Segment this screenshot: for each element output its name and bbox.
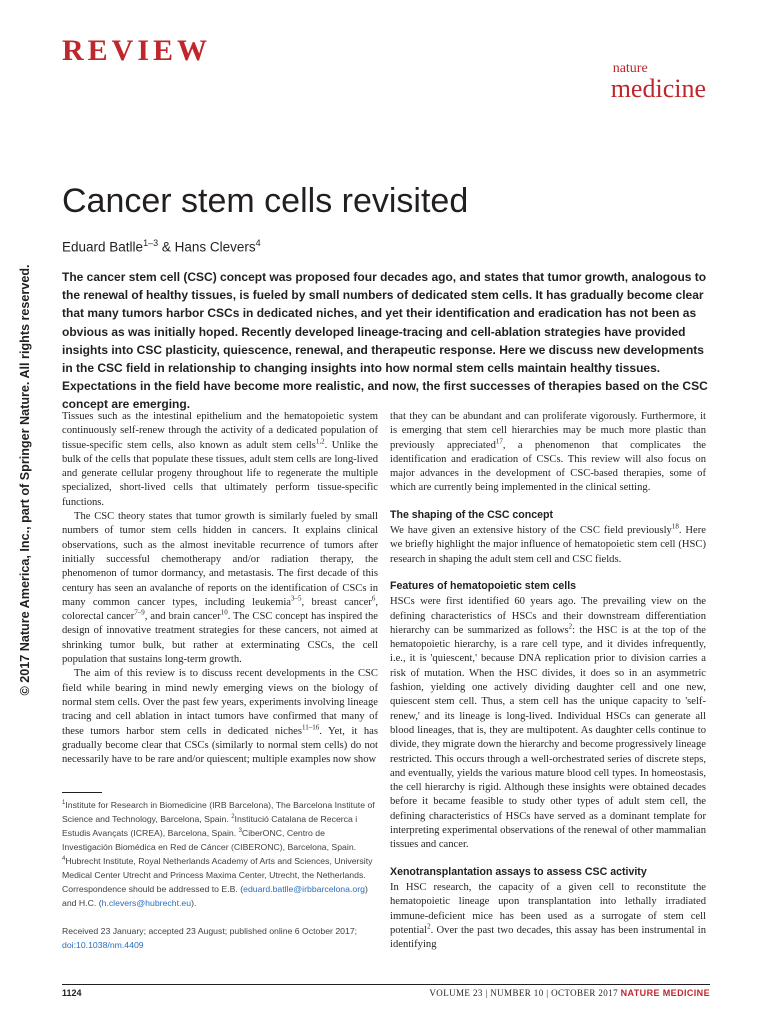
affiliations xyxy=(62,798,378,910)
section-heading: Features of hematopoietic stem cells xyxy=(390,579,577,592)
section-heading: The shaping of the CSC concept xyxy=(390,508,554,521)
author-2-affiliation: 4 xyxy=(255,238,261,248)
page-number: 1124 xyxy=(62,988,82,998)
section-label: REVIEW xyxy=(62,34,212,67)
affiliation-text: Institute for Research in Biomedicine (IRB Barcelona), The Barcelona Institute of Science and Technology, Barcelona, Spain. xyxy=(62,800,375,824)
footer-journal-name: NATURE MEDICINE xyxy=(620,988,710,998)
author-2: & Hans Clevers xyxy=(158,239,256,255)
paragraph xyxy=(390,524,706,567)
affiliation-text: Institució Catalana de Recerca i Estudis Avançats (ICREA), Barcelona, Spain. xyxy=(62,814,358,838)
citation: 2 xyxy=(427,922,431,931)
right-column xyxy=(390,410,706,952)
journal-logo xyxy=(611,62,706,102)
affiliation-number: 4 xyxy=(62,856,66,863)
publication-dates xyxy=(62,924,378,952)
author-1: Eduard Batlle xyxy=(62,239,144,255)
affiliation-text: ) and H.C. ( xyxy=(62,884,368,908)
received-text: Received 23 January; accepted 23 August; published online 6 October 2017; xyxy=(62,926,358,936)
paragraph xyxy=(390,595,706,852)
volume-info: VOLUME 23 | NUMBER 10 | OCTOBER 2017 xyxy=(429,988,621,998)
paragraph xyxy=(390,881,706,952)
footnote-divider xyxy=(62,792,102,793)
text-run: . Yet, it has gradually become clear that CSCs (similarly to normal stem cells) do not necessarily have to be rare and/or quiescent; multiple examples now show xyxy=(62,725,378,766)
text-run: . Here we briefly highlight the major influence of hematopoietic stem cell (HSC) research in shaping the adult stem cell and CSC fields. xyxy=(390,525,706,565)
copyright-text: © 2017 Nature America, Inc., part of Springer Nature. All rights reserved. xyxy=(18,264,32,696)
affiliation-number: 1 xyxy=(62,800,66,807)
citation: 7–9 xyxy=(134,608,145,617)
authors xyxy=(62,238,261,255)
text-run: , breast cancer xyxy=(301,596,372,608)
text-run: The CSC theory states that tumor growth is similarly fueled by small numbers of tumor stem cells hidden in cancers. It explains clinical observations, such as the almost inevitable recurrence of tumors after initially successful chemotherapy and/or radiation therapy, the phenomenon of tumor dormancy, and metastasis. The first decade of this century has seen an avalanche of reports on the identification of CSCs in many common cancer types, including leukemia xyxy=(62,511,378,608)
text-run: We have given an extensive history of the CSC field previously xyxy=(390,525,672,537)
affiliation-number: 3 xyxy=(238,828,242,835)
affiliation-text: ). xyxy=(191,898,197,908)
text-run: . Unlike the bulk of the cells that populate these tissues, adult stem cells are long-lived and generate cellular progeny throughout life to regenerate the multiple specialized, short-lived cells that ultimately perform tissue-specific functions. xyxy=(62,439,378,508)
text-run: The aim of this review is to discuss recent developments in the CSC field while bearing in mind newly emerging views on the biology of normal stem cells. Over the past few years, experiments involving lineage tracing and cell ablation in intact tumors have confirmed that many of these tumors harbor stem cells in dedicated niches xyxy=(62,668,378,737)
article-title: Cancer stem cells revisited xyxy=(62,182,469,220)
abstract: The cancer stem cell (CSC) concept was proposed four decades ago, and states that tumor growth, analogous to the renewal of healthy tissues, is fueled by small numbers of dedicated stem cells. It has gradually become clear that many tumors harbor CSCs in dedicated niches, and yet their identification and eradication has not been as obvious as was initially hoped. Recently developed lineage-tracing and cell-ablation strategies have provided insights into CSC plasticity, quiescence, renewal, and therapeutic response. Here we discuss new developments in the CSC field in relationship to changing insights into how normal stem cells maintain healthy tissues. Expectations in the field have become more realistic, and now, the first successes of therapies based on the CSC concept are emerging. xyxy=(62,270,708,412)
author-1-affiliation: 1–3 xyxy=(143,238,159,248)
text-run: , a phenomenon that complicates the identification and eradication of CSCs. This review will also focus on major advances in the development of CSC-based therapies, some of which are currently being implemented in the clinical setting. xyxy=(390,439,706,494)
text-run: . Over the past two decades, this assay has been instrumental in identifying xyxy=(390,924,706,951)
doi-link[interactable]: doi:10.1038/nm.4409 xyxy=(62,940,144,950)
citation: 3–5 xyxy=(291,594,302,603)
text-run: , colorectal cancer xyxy=(62,596,378,623)
citation: 10 xyxy=(220,608,228,617)
text-run: that they can be abundant and can proliferate vigorously. Furthermore, it is emerging that stem cell hierarchies may be much more plastic than previously appreciated xyxy=(390,411,706,451)
citation: 2 xyxy=(568,622,573,631)
email-link-batlle[interactable]: eduard.batlle@irbbarcelona.org xyxy=(243,884,365,894)
footer-divider xyxy=(62,984,710,985)
paragraph xyxy=(62,510,378,667)
section-heading: Xenotransplantation assays to assess CSC activity xyxy=(390,865,647,878)
footer-volume xyxy=(429,988,710,998)
journal-logo-top: nature xyxy=(612,61,648,76)
citation: 18 xyxy=(671,522,679,531)
side-copyright xyxy=(10,160,40,800)
paragraph xyxy=(390,410,706,496)
affiliation-text: Hubrecht Institute, Royal Netherlands Academy of Arts and Sciences, University Medical Center Utrecht and Princess Maxima Center, Utrecht, the Netherlands. Correspondence should be addressed to E.B. ( xyxy=(62,856,373,894)
left-column xyxy=(62,410,378,767)
paragraph xyxy=(62,410,378,510)
citation: 1,2 xyxy=(315,437,325,446)
affiliation-text: CiberONC, Centro de Investigación Biomédica en Red de Cáncer (CIBERONC), Barcelona, Spain. xyxy=(62,828,357,852)
affiliation-number: 2 xyxy=(231,814,235,821)
text-run: Tissues such as the intestinal epithelium and the hematopoietic system continuously self-renew through the activity of a dedicated population of tissue-specific stem cells, also known as adult stem cells xyxy=(62,411,378,451)
text-run: , and brain cancer xyxy=(144,611,221,623)
text-run: : the HSC is at the top of the hematopoietic hierarchy, is a rare cell type, and it divides infrequently, i.e., it is 'quiescent,' because DNA replication prior to division carries a risk of mutation. When the HSC divides, it does so in an asymmetric fashion, yielding one actively dividing daughter cell and one new, quiescent stem cell. Thus, a stem cell has the unique capacity to 'self-renew,' and its lineage is long-lived. Individual HSCs can generate all blood lineages, that is, they are multipotent. As daughter cells continue to divide, they migrate down the hierarchy and become progressively lineage restricted. This occurs through a well-orchestrated series of discrete steps, and eventually, yields the various mature blood cell types. In homeostasis, the cell hierarchy is rigid. Although these insights were obtained decades before it became feasible to study other types of adult stem cell, the defining characteristics of HSCs have served as a dominant template for interpreting experimental observations of the renewal of other mammalian tissues and cancer. xyxy=(390,624,706,851)
text-run: In HSC research, the capacity of a given cell to reconstitute the hematopoietic lineage upon transplantation into lethally irradiated immune-deficient mice has been used as a surrogate of stem cell potential xyxy=(390,881,706,936)
text-run: HSCs were first identified 60 years ago. The prevailing view on the defining characteristics of HSCs and their downstream differentiation hierarchy can be summarized as follows xyxy=(390,596,706,636)
text-run: . The CSC concept has inspired the design of innovative treatment strategies for these cancers, not aimed at shrinking tumor bulk, but rather at exterminating CSCs, the cell population that sustains long-term growth. xyxy=(62,611,378,666)
citation: 11–16 xyxy=(301,723,320,731)
citation: 17 xyxy=(495,437,503,446)
paragraph xyxy=(62,667,378,767)
citation: 6 xyxy=(371,594,376,603)
email-link-clevers[interactable]: h.clevers@hubrecht.eu xyxy=(101,898,192,908)
journal-logo-main: medicine xyxy=(610,74,706,103)
